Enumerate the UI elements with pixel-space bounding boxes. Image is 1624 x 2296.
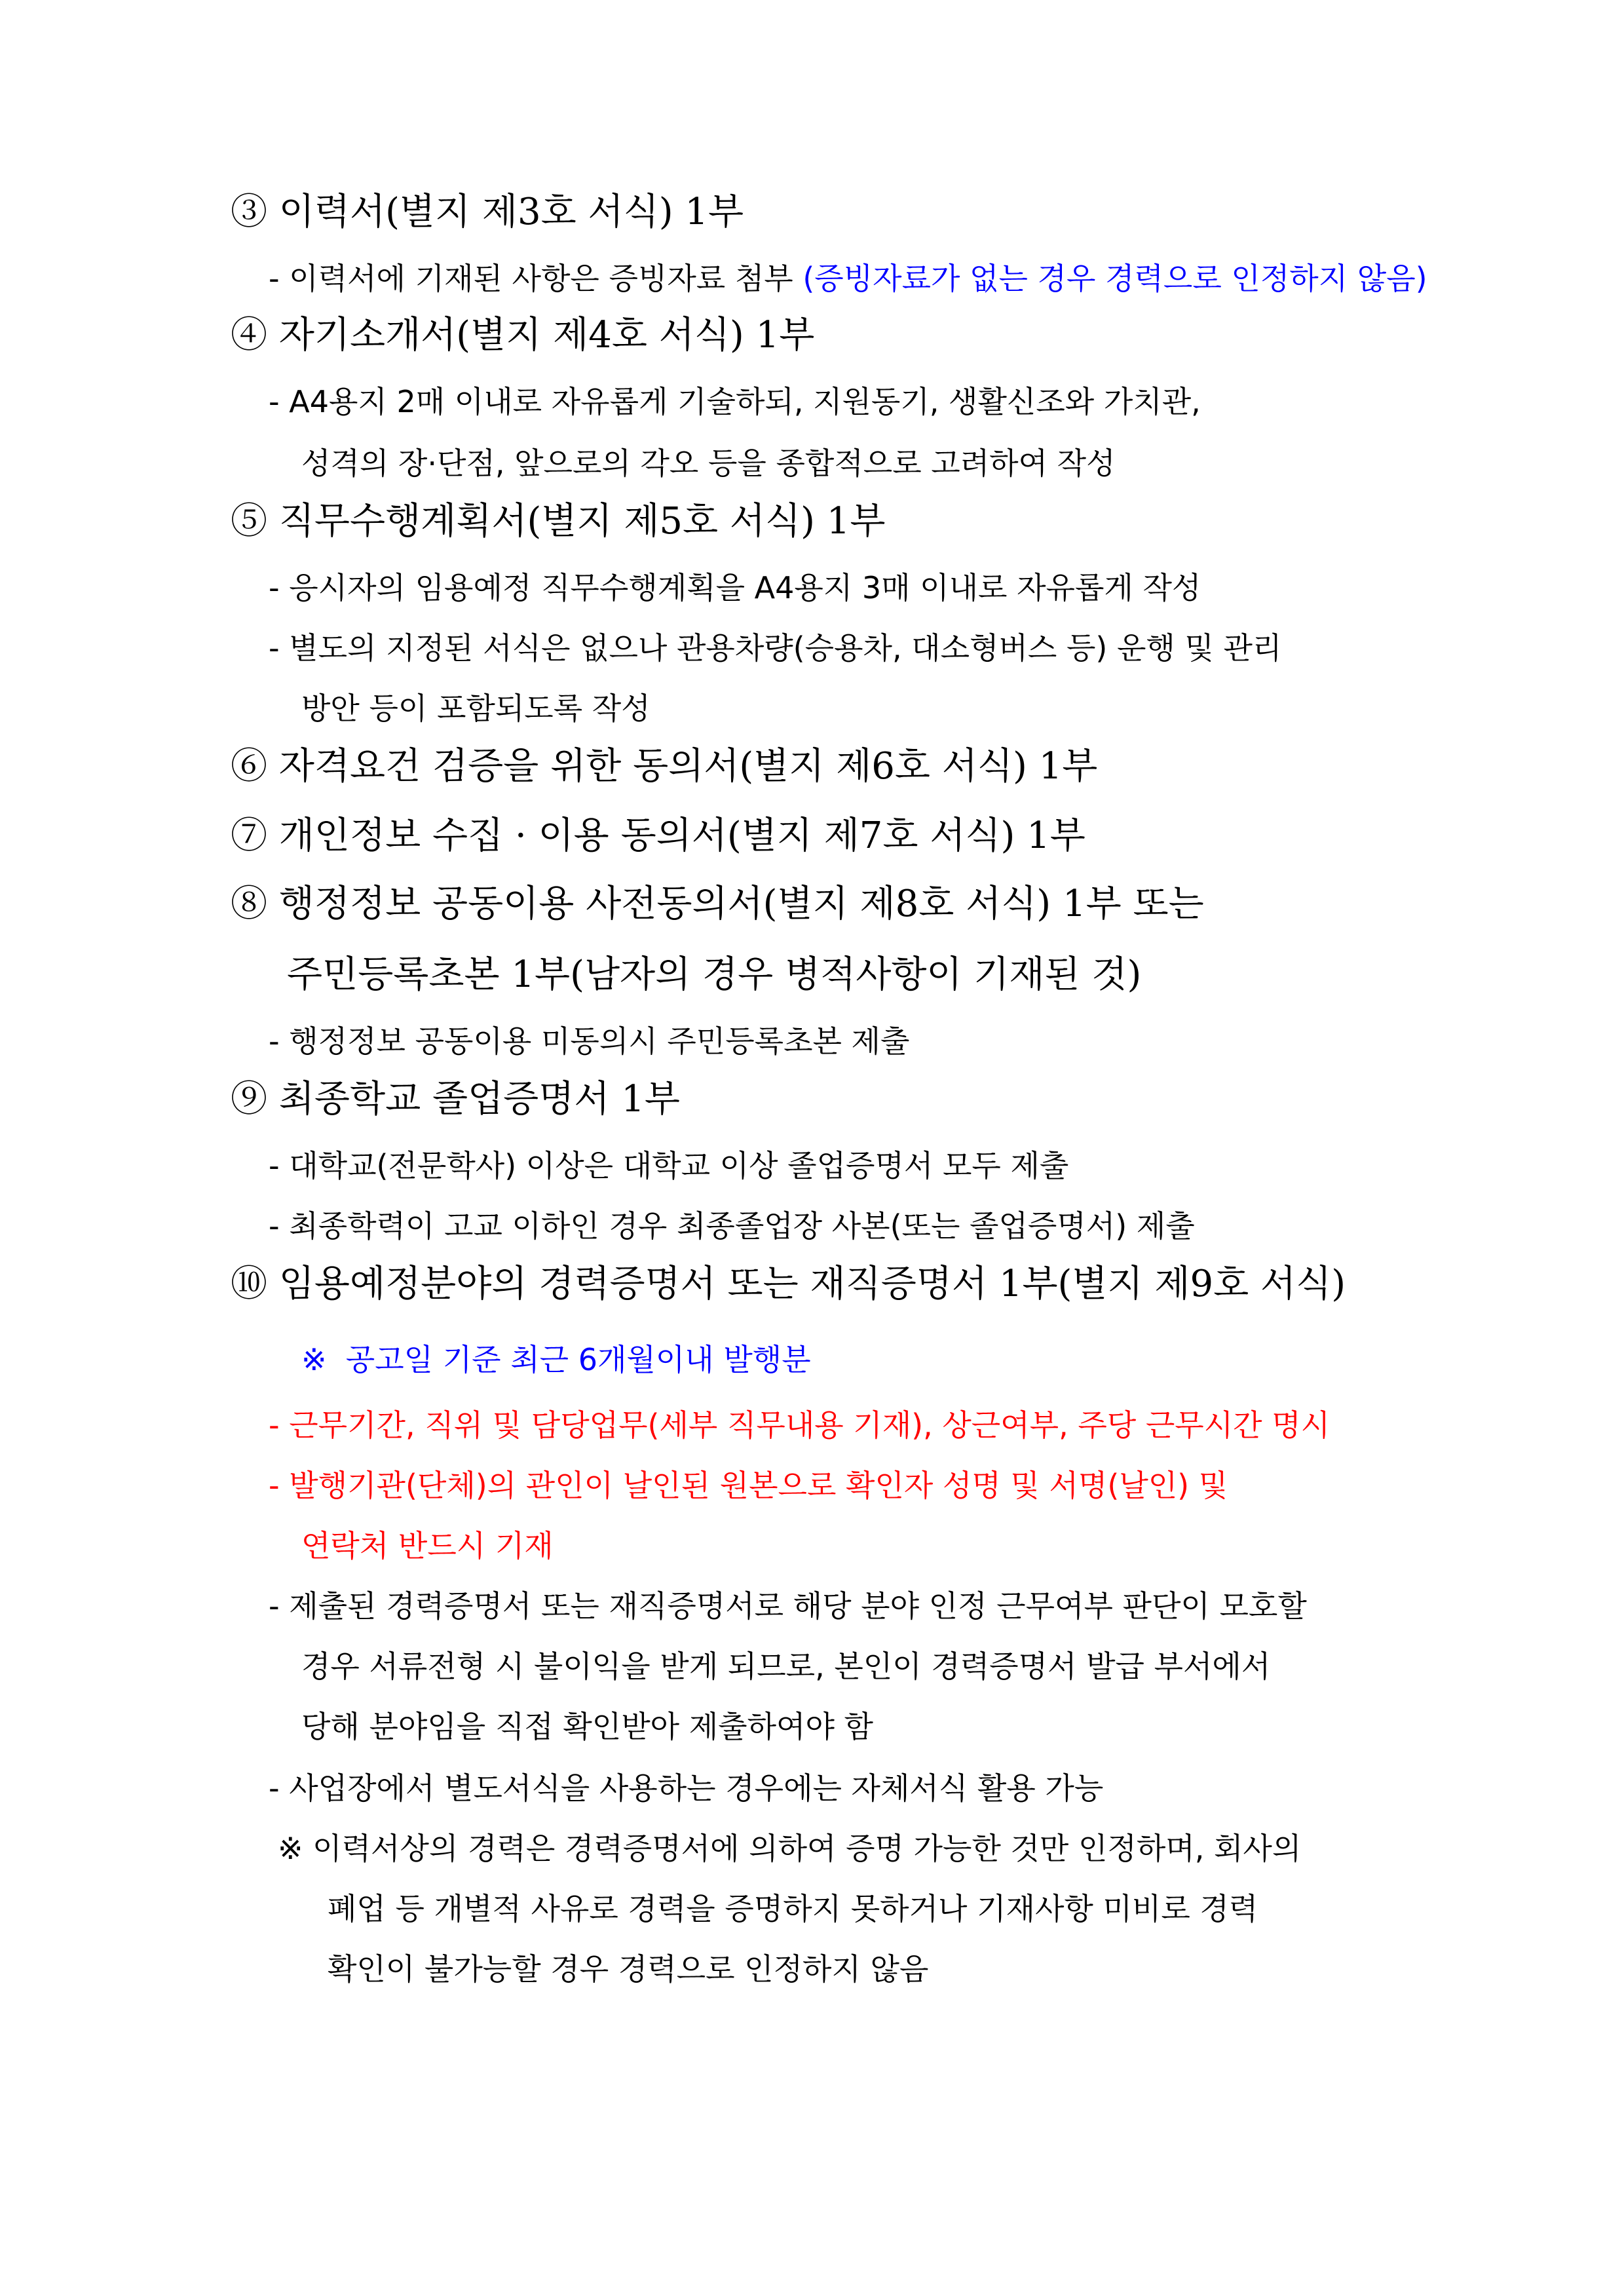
career-red-line-3: 연락처 반드시 기재 bbox=[301, 1528, 554, 1563]
heading-qualification-consent: ⑥ 자격요건 검증을 위한 동의서(별지 제6호 서식) 1부 bbox=[231, 745, 1098, 788]
career-line-5: ※ 이력서상의 경력은 경력증명서에 의하여 증명 가능한 것만 인정하며, 회사의 bbox=[278, 1831, 1302, 1866]
career-line-2: 경우 서류전형 시 불이익을 받게 되므로, 본인이 경력증명서 발급 부서에서 bbox=[301, 1649, 1271, 1684]
heading-self-introduction: ④ 자기소개서(별지 제4호 서식) 1부 bbox=[231, 314, 815, 356]
heading-job-plan: ⑤ 직무수행계획서(별지 제5호 서식) 1부 bbox=[231, 500, 886, 543]
job-plan-line-1: - 응시자의 임용예정 직무수행계획을 A4용지 3매 이내로 자유롭게 작성 bbox=[269, 570, 1201, 605]
resume-note-highlight: (증빙자료가 없는 경우 경력으로 인정하지 않음) bbox=[803, 261, 1427, 296]
resume-note bbox=[269, 263, 1427, 294]
career-red-line-1: - 근무기간, 직위 및 담당업무(세부 직무내용 기재), 상근여부, 주당 근무시간 명시 bbox=[269, 1407, 1331, 1443]
job-plan-line-3: 방안 등이 포함되도록 작성 bbox=[301, 691, 651, 726]
graduation-line-2: - 최종학력이 고교 이하인 경우 최종졸업장 사본(또는 졸업증명서) 제출 bbox=[269, 1208, 1195, 1244]
heading-admin-info-consent-2: 주민등록초본 1부(남자의 경우 병적사항이 기재된 것) bbox=[287, 953, 1142, 996]
graduation-line-1: - 대학교(전문학사) 이상은 대학교 이상 졸업증명서 모두 제출 bbox=[269, 1148, 1069, 1183]
admin-info-line-1: - 행정정보 공동이용 미동의시 주민등록초본 제출 bbox=[269, 1024, 910, 1059]
career-line-3: 당해 분야임을 직접 확인받아 제출하여야 함 bbox=[301, 1709, 873, 1744]
career-red-line-2: - 발행기관(단체)의 관인이 날인된 원본으로 확인자 성명 및 서명(날인) 및 bbox=[269, 1468, 1228, 1503]
self-intro-line-2: 성격의 장·단점, 앞으로의 각오 등을 종합적으로 고려하여 작성 bbox=[301, 446, 1116, 481]
heading-career-certificate: ⑩ 임용예정분야의 경력증명서 또는 재직증명서 1부(별지 제9호 서식) bbox=[231, 1263, 1346, 1305]
heading-graduation-certificate: ⑨ 최종학교 졸업증명서 1부 bbox=[231, 1078, 680, 1120]
career-note: ※ 공고일 기준 최근 6개월이내 발행분 bbox=[301, 1342, 811, 1377]
heading-admin-info-consent: ⑧ 행정정보 공동이용 사전동의서(별지 제8호 서식) 1부 또는 bbox=[231, 883, 1204, 925]
career-line-6: 폐업 등 개별적 사유로 경력을 증명하지 못하거나 기재사항 미비로 경력 bbox=[328, 1891, 1258, 1926]
heading-resume: ③ 이력서(별지 제3호 서식) 1부 bbox=[231, 191, 744, 233]
heading-privacy-consent: ⑦ 개인정보 수집 · 이용 동의서(별지 제7호 서식) 1부 bbox=[231, 814, 1086, 857]
career-line-4: - 사업장에서 별도서식을 사용하는 경우에는 자체서식 활용 가능 bbox=[269, 1770, 1104, 1806]
resume-note-text: - 이력서에 기재된 사항은 증빙자료 첨부 bbox=[269, 261, 803, 296]
job-plan-line-2: - 별도의 지정된 서식은 없으나 관용차량(승용차, 대소형버스 등) 운행 및 관리 bbox=[269, 630, 1282, 666]
self-intro-line-1: - A4용지 2매 이내로 자유롭게 기술하되, 지원동기, 생활신조와 가치관, bbox=[269, 384, 1201, 419]
career-line-7: 확인이 불가능할 경우 경력으로 인정하지 않음 bbox=[328, 1951, 929, 1987]
career-line-1: - 제출된 경력증명서 또는 재직증명서로 해당 분야 인정 근무여부 판단이 모호할 bbox=[269, 1588, 1307, 1624]
